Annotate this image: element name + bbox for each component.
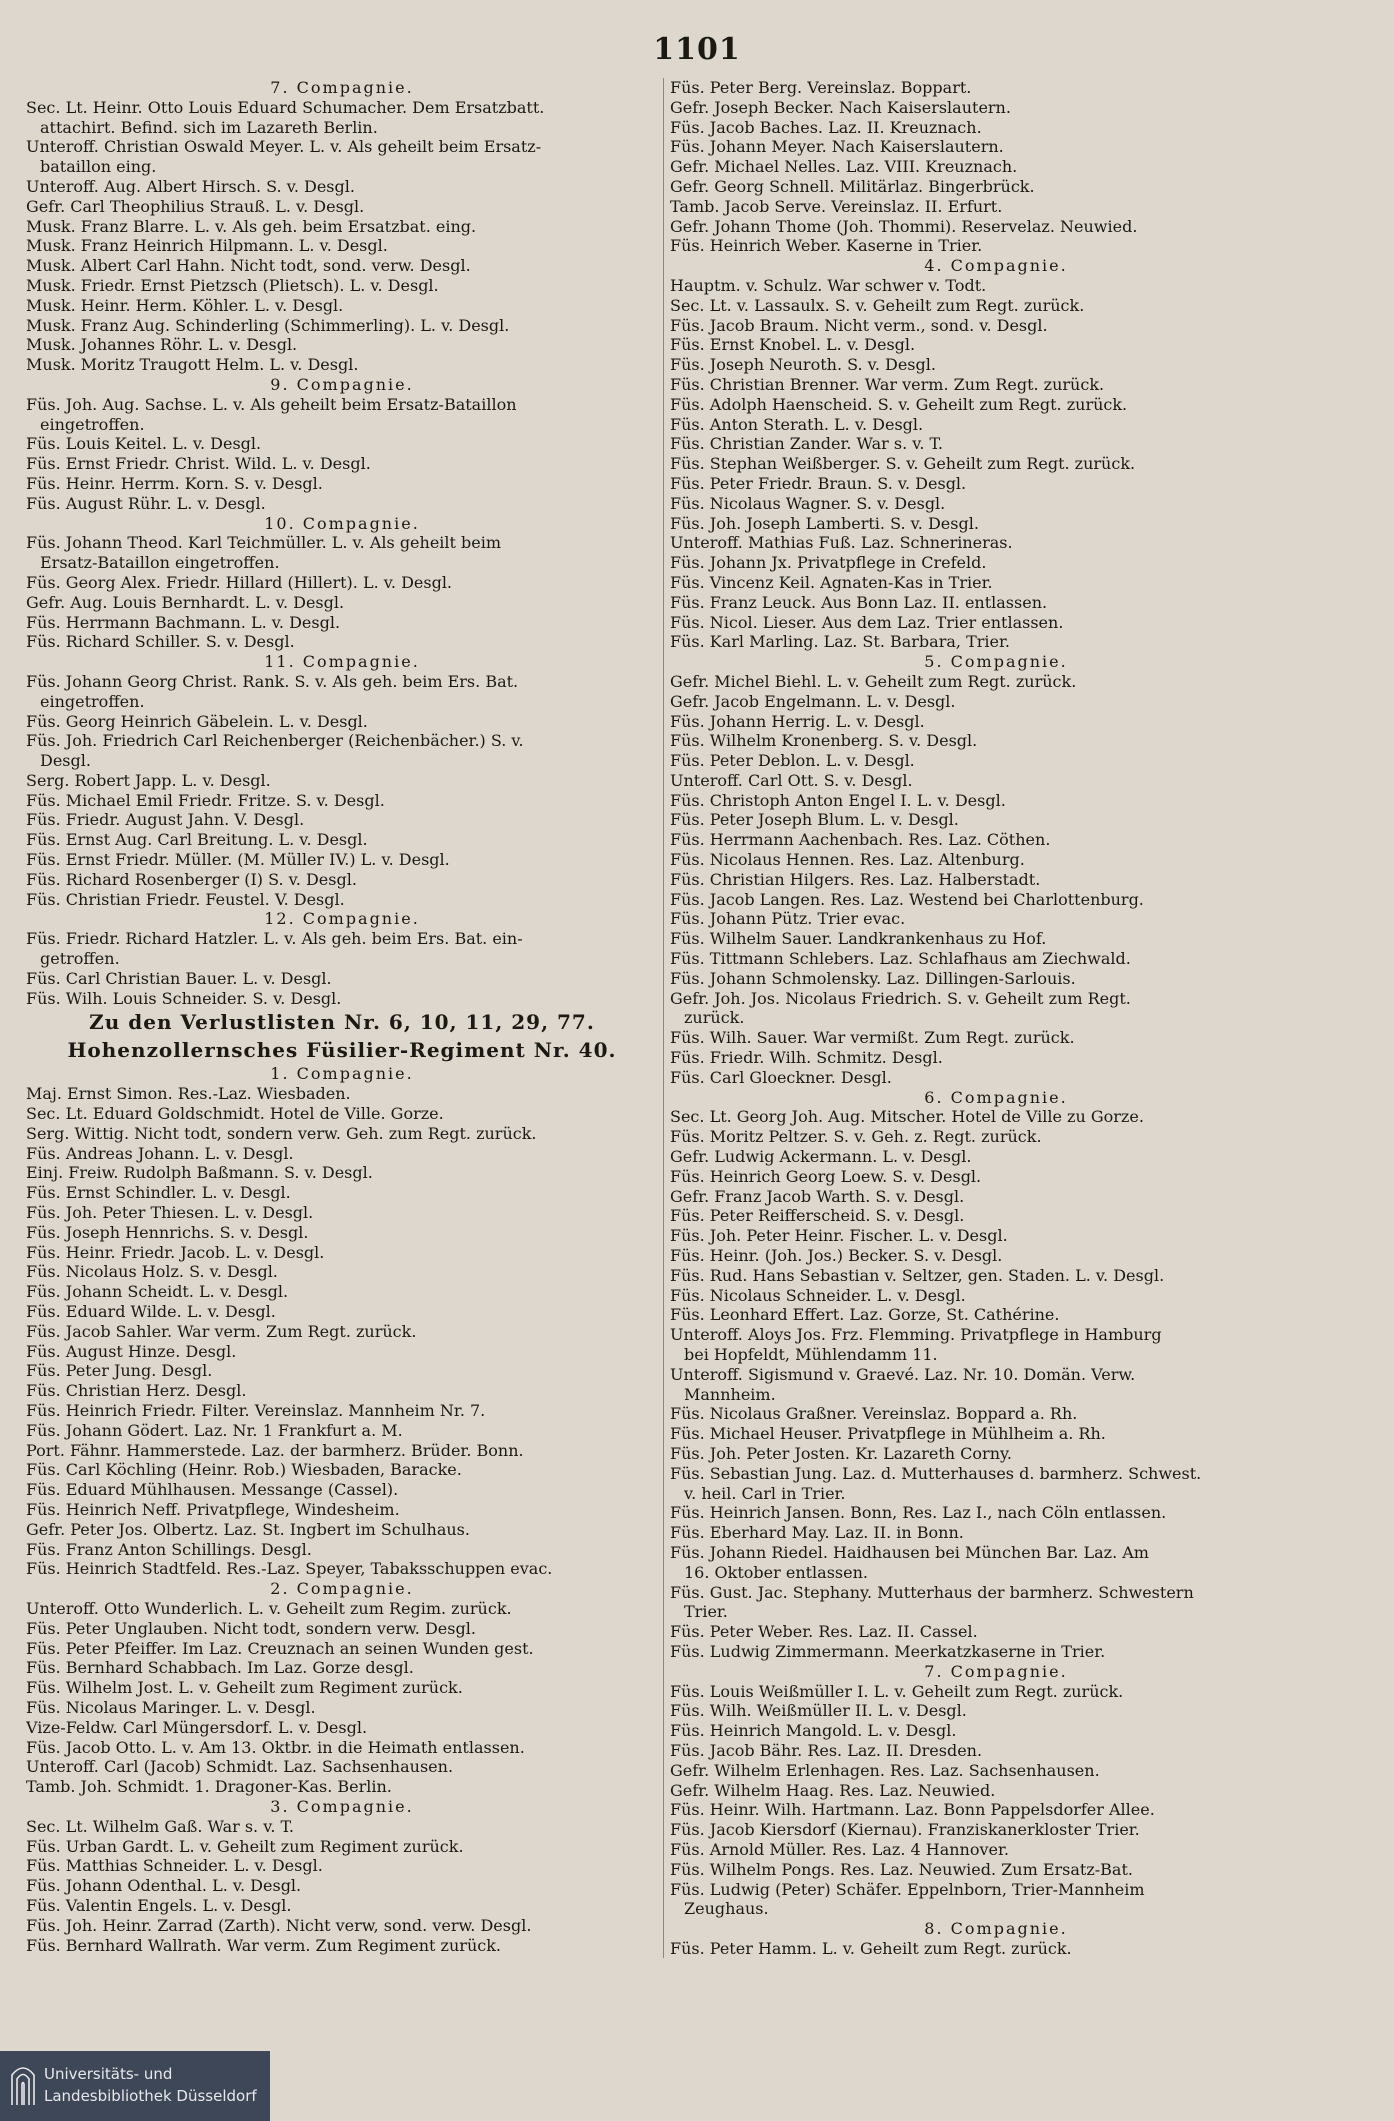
casualty-entry: Füs. Anton Sterath. L. v. Desgl. xyxy=(670,414,924,434)
casualty-entry: Füs. August Hinze. Desgl. xyxy=(26,1341,237,1361)
casualty-entry: Füs. Stephan Weißberger. S. v. Geheilt zum Regt. zurück. xyxy=(670,454,1136,474)
casualty-entry: Füs. Nicolaus Graßner. Vereinslaz. Boppard a. Rh. xyxy=(670,1404,1078,1424)
casualty-entry: Unteroff. Carl (Jacob) Schmidt. Laz. Sachsenhausen. xyxy=(26,1757,454,1777)
entry-continuation: Zeughaus. xyxy=(684,1899,769,1919)
casualty-entry: Sec. Lt. Heinr. Otto Louis Eduard Schumacher. Dem Ersatzbatt. xyxy=(26,97,545,117)
casualty-entry: Füs. Wilh. Sauer. War vermißt. Zum Regt. zurück. xyxy=(670,1028,1075,1048)
casualty-entry: Musk. Franz Heinrich Hilpmann. L. v. Desgl. xyxy=(26,236,388,256)
casualty-entry: Füs. Heinrich Mangold. L. v. Desgl. xyxy=(670,1721,957,1741)
casualty-entry: Füs. Heinr. Herrm. Korn. S. v. Desgl. xyxy=(26,473,323,493)
entry-continuation: zurück. xyxy=(684,1008,745,1028)
casualty-entry: Füs. Jacob Baches. Laz. II. Kreuznach. xyxy=(670,117,982,137)
casualty-entry: Füs. Jacob Kiersdorf (Kiernau). Franziskanerkloster Trier. xyxy=(670,1820,1140,1840)
casualty-entry: Füs. Ernst Knobel. L. v. Desgl. xyxy=(670,335,916,355)
casualty-entry: Füs. Christian Hilgers. Res. Laz. Halberstadt. xyxy=(670,869,1041,889)
casualty-entry: Füs. Jacob Braum. Nicht verm., sond. v. Desgl. xyxy=(670,315,1048,335)
entry-continuation: v. heil. Carl in Trier. xyxy=(684,1483,846,1503)
company-heading: 11. Compagnie. xyxy=(264,652,420,672)
entry-continuation: 16. Oktober entlassen. xyxy=(684,1562,868,1582)
casualty-entry: Füs. Heinr. Friedr. Jacob. L. v. Desgl. xyxy=(26,1242,325,1262)
casualty-entry: Füs. Peter Reifferscheid. S. v. Desgl. xyxy=(670,1206,965,1226)
casualty-entry: Füs. Johann Jx. Privatpflege in Crefeld. xyxy=(670,553,987,573)
casualty-entry: Füs. Peter Hamm. L. v. Geheilt zum Regt. zurück. xyxy=(670,1938,1072,1958)
casualty-entry: Hauptm. v. Schulz. War schwer v. Todt. xyxy=(670,275,987,295)
casualty-entry: Unteroff. Otto Wunderlich. L. v. Geheilt zum Regim. zurück. xyxy=(26,1598,512,1618)
entry-continuation: getroffen. xyxy=(40,949,120,969)
casualty-entry: Sec. Lt. v. Lassaulx. S. v. Geheilt zum Regt. zurück. xyxy=(670,295,1085,315)
casualty-entry: Füs. Gust. Jac. Stephany. Mutterhaus der barmherz. Schwestern xyxy=(670,1582,1194,1602)
casualty-entry: Füs. Friedr. Wilh. Schmitz. Desgl. xyxy=(670,1048,943,1068)
library-logo-icon xyxy=(8,2059,38,2111)
casualty-entry: Füs. Heinrich Weber. Kaserne in Trier. xyxy=(670,236,983,256)
casualty-entry: Musk. Heinr. Herm. Köhler. L. v. Desgl. xyxy=(26,295,344,315)
casualty-entry: Gefr. Wilhelm Erlenhagen. Res. Laz. Sachsenhausen. xyxy=(670,1760,1100,1780)
company-heading: 6. Compagnie. xyxy=(924,1087,1068,1107)
casualty-entry: Füs. Carl Christian Bauer. L. v. Desgl. xyxy=(26,968,332,988)
casualty-entry: Musk. Moritz Traugott Helm. L. v. Desgl. xyxy=(26,355,359,375)
company-heading: 10. Compagnie. xyxy=(264,513,420,533)
casualty-entry: Tamb. Jacob Serve. Vereinslaz. II. Erfurt. xyxy=(670,196,1003,216)
casualty-entry: Musk. Albert Carl Hahn. Nicht todt, sond. verw. Desgl. xyxy=(26,256,471,276)
casualty-entry: Gefr. Joseph Becker. Nach Kaiserslautern. xyxy=(670,97,1011,117)
casualty-entry: Füs. Christian Zander. War s. v. T. xyxy=(670,434,943,454)
casualty-entry: Gefr. Aug. Louis Bernhardt. L. v. Desgl. xyxy=(26,592,345,612)
entry-continuation: Desgl. xyxy=(40,751,91,771)
casualty-entry: Port. Fähnr. Hammerstede. Laz. der barmherz. Brüder. Bonn. xyxy=(26,1440,524,1460)
casualty-entry: Füs. Heinrich Georg Loew. S. v. Desgl. xyxy=(670,1166,982,1186)
entry-continuation: Ersatz-Bataillon eingetroffen. xyxy=(40,553,280,573)
casualty-entry: Gefr. Joh. Jos. Nicolaus Friedrich. S. v. Geheilt zum Regt. xyxy=(670,988,1131,1008)
casualty-entry: Gefr. Wilhelm Haag. Res. Laz. Neuwied. xyxy=(670,1780,996,1800)
casualty-entry: Füs. Herrmann Aachenbach. Res. Laz. Cöthen. xyxy=(670,830,1051,850)
casualty-entry: Vize-Feldw. Carl Müngersdorf. L. v. Desgl. xyxy=(26,1717,368,1737)
casualty-entry: Füs. Ernst Friedr. Müller. (M. Müller IV.) L. v. Desgl. xyxy=(26,850,450,870)
casualty-entry: Füs. Peter Friedr. Braun. S. v. Desgl. xyxy=(670,473,967,493)
casualty-entry: Einj. Freiw. Rudolph Baßmann. S. v. Desgl. xyxy=(26,1163,373,1183)
casualty-entry: Gefr. Carl Theophilius Strauß. L. v. Desgl. xyxy=(26,196,365,216)
casualty-entry: Füs. Adolph Haenscheid. S. v. Geheilt zum Regt. zurück. xyxy=(670,394,1128,414)
casualty-entry: Füs. Joh. Peter Thiesen. L. v. Desgl. xyxy=(26,1203,314,1223)
casualty-entry: Füs. Ludwig (Peter) Schäfer. Eppelnborn, Trier-Mannheim xyxy=(670,1879,1145,1899)
casualty-entry: Füs. Johann Riedel. Haidhausen bei München Bar. Laz. Am xyxy=(670,1542,1149,1562)
casualty-entry: Unteroff. Carl Ott. S. v. Desgl. xyxy=(670,770,913,790)
casualty-entry: Füs. Karl Marling. Laz. St. Barbara, Trier. xyxy=(670,632,1010,652)
company-heading: 7. Compagnie. xyxy=(924,1661,1068,1681)
casualty-entry: Füs. Moritz Peltzer. S. v. Geh. z. Regt. zurück. xyxy=(670,1127,1042,1147)
casualty-entry: Unteroff. Christian Oswald Meyer. L. v. Als geheilt beim Ersatz- xyxy=(26,137,542,157)
casualty-entry: Füs. Richard Rosenberger (I) S. v. Desgl. xyxy=(26,869,357,889)
casualty-entry: Füs. Nicolaus Wagner. S. v. Desgl. xyxy=(670,493,946,513)
casualty-entry: Sec. Lt. Wilhelm Gaß. War s. v. T. xyxy=(26,1816,294,1836)
casualty-entry: Füs. Johann Schmolensky. Laz. Dillingen-Sarlouis. xyxy=(670,968,1076,988)
casualty-entry: Füs. Heinrich Jansen. Bonn, Res. Laz I., nach Cöln entlassen. xyxy=(670,1503,1167,1523)
casualty-entry: Gefr. Ludwig Ackermann. L. v. Desgl. xyxy=(670,1147,972,1167)
casualty-entry: Serg. Wittig. Nicht todt, sondern verw. Geh. zum Regt. zurück. xyxy=(26,1123,537,1143)
company-heading: 1. Compagnie. xyxy=(270,1064,414,1084)
casualty-entry: Füs. Wilhelm Kronenberg. S. v. Desgl. xyxy=(670,731,978,751)
entry-continuation: Mannheim. xyxy=(684,1384,776,1404)
casualty-entry: Füs. Ernst Schindler. L. v. Desgl. xyxy=(26,1183,291,1203)
casualty-entry: Füs. Joh. Joseph Lamberti. S. v. Desgl. xyxy=(670,513,979,533)
casualty-entry: Füs. Nicol. Lieser. Aus dem Laz. Trier entlassen. xyxy=(670,612,1064,632)
casualty-entry: Serg. Robert Japp. L. v. Desgl. xyxy=(26,770,271,790)
company-heading: 8. Compagnie. xyxy=(924,1919,1068,1939)
casualty-entry: Sec. Lt. Eduard Goldschmidt. Hotel de Ville. Gorze. xyxy=(26,1104,444,1124)
casualty-entry: Gefr. Franz Jacob Warth. S. v. Desgl. xyxy=(670,1186,965,1206)
casualty-entry: Füs. Franz Leuck. Aus Bonn Laz. II. entlassen. xyxy=(670,592,1048,612)
casualty-entry: Füs. Jacob Sahler. War verm. Zum Regt. zurück. xyxy=(26,1321,417,1341)
casualty-entry: Füs. Heinrich Stadtfeld. Res.-Laz. Speyer, Tabaksschuppen evac. xyxy=(26,1559,553,1579)
casualty-entry: Füs. Joh. Friedrich Carl Reichenberger (Reichenbächer.) S. v. xyxy=(26,731,524,751)
casualty-entry: Musk. Franz Blarre. L. v. Als geh. beim Ersatzbat. eing. xyxy=(26,216,477,236)
casualty-entry: Füs. Friedr. August Jahn. V. Desgl. xyxy=(26,810,305,830)
entry-continuation: bei Hopfeldt, Mühlendamm 11. xyxy=(684,1345,938,1364)
casualty-entry: Füs. Eberhard May. Laz. II. in Bonn. xyxy=(670,1523,964,1543)
casualty-entry: Füs. Matthias Schneider. L. v. Desgl. xyxy=(26,1856,323,1876)
company-heading: 5. Compagnie. xyxy=(924,652,1068,672)
casualty-entry: Füs. Bernhard Schabbach. Im Laz. Gorze desgl. xyxy=(26,1658,414,1678)
casualty-entry: Füs. Peter Weber. Res. Laz. II. Cassel. xyxy=(670,1622,978,1642)
casualty-entry: Füs. Leonhard Effert. Laz. Gorze, St. Cathérine. xyxy=(670,1305,1060,1325)
casualty-entry: Musk. Franz Aug. Schinderling (Schimmerling). L. v. Desgl. xyxy=(26,315,510,335)
casualty-entry: Füs. Heinr. Wilh. Hartmann. Laz. Bonn Pappelsdorfer Allee. xyxy=(670,1800,1155,1820)
casualty-entry: Füs. Johann Odenthal. L. v. Desgl. xyxy=(26,1876,302,1896)
casualty-entry: Füs. Johann Georg Christ. Rank. S. v. Als geh. beim Ers. Bat. xyxy=(26,671,519,691)
casualty-entry: Füs. Peter Jung. Desgl. xyxy=(26,1361,213,1381)
company-heading: 3. Compagnie. xyxy=(270,1796,414,1816)
casualty-entry: Füs. Wilhelm Sauer. Landkrankenhaus zu Hof. xyxy=(670,929,1047,949)
casualty-entry: Füs. Joh. Peter Josten. Kr. Lazareth Corny. xyxy=(670,1443,1013,1463)
casualty-entry: Füs. Joseph Neuroth. S. v. Desgl. xyxy=(670,355,936,375)
casualty-entry: Füs. Georg Alex. Friedr. Hillard (Hillert). L. v. Desgl. xyxy=(26,572,453,592)
casualty-entry: Füs. Joh. Aug. Sachse. L. v. Als geheilt beim Ersatz-Bataillon xyxy=(26,394,517,414)
footer-line-2: Landesbibliothek Düsseldorf xyxy=(44,2087,257,2105)
casualty-entry: Füs. Nicolaus Hennen. Res. Laz. Altenburg. xyxy=(670,850,1025,870)
casualty-entry: Füs. Rud. Hans Sebastian v. Seltzer, gen. Staden. L. v. Desgl. xyxy=(670,1265,1165,1285)
company-heading: 2. Compagnie. xyxy=(270,1579,414,1599)
casualty-entry: Füs. Carl Gloeckner. Desgl. xyxy=(670,1067,892,1087)
casualty-entry: Füs. Heinr. (Joh. Jos.) Becker. S. v. Desgl. xyxy=(670,1246,1003,1266)
casualty-entry: Füs. Christian Friedr. Feustel. V. Desgl. xyxy=(26,889,345,909)
casualty-entry: Füs. Wilh. Louis Schneider. S. v. Desgl. xyxy=(26,988,342,1008)
left-column xyxy=(26,78,658,1955)
casualty-entry: Füs. Wilhelm Pongs. Res. Laz. Neuwied. Zum Ersatz-Bat. xyxy=(670,1859,1133,1879)
casualty-entry: Füs. Nicolaus Schneider. L. v. Desgl. xyxy=(670,1285,966,1305)
casualty-entry: Füs. Johann Pütz. Trier evac. xyxy=(670,909,906,929)
page-number: 1101 xyxy=(653,32,741,67)
footer-line-1: Universitäts- und xyxy=(44,2065,173,2083)
casualty-entry: Füs. Heinrich Neff. Privatpflege, Windesheim. xyxy=(26,1499,400,1519)
section-heading: Hohenzollernsches Füsilier-Regiment Nr. 40. xyxy=(67,1038,617,1063)
casualty-entry: Füs. Joseph Hennrichs. S. v. Desgl. xyxy=(26,1222,309,1242)
casualty-entry: Füs. Ernst Friedr. Christ. Wild. L. v. Desgl. xyxy=(26,454,371,474)
casualty-entry: Füs. Urban Gardt. L. v. Geheilt zum Regiment zurück. xyxy=(26,1836,464,1856)
casualty-entry: Füs. Christian Brenner. War verm. Zum Regt. zurück. xyxy=(670,374,1105,394)
company-heading: 12. Compagnie. xyxy=(264,909,420,929)
casualty-entry: Füs. Valentin Engels. L. v. Desgl. xyxy=(26,1895,292,1915)
casualty-entry: Füs. Vincenz Keil. Agnaten-Kas in Trier. xyxy=(670,572,993,592)
casualty-entry: Füs. August Rühr. L. v. Desgl. xyxy=(26,493,266,513)
casualty-entry: Gefr. Georg Schnell. Militärlaz. Bingerbrück. xyxy=(670,176,1035,196)
section-heading: Zu den Verlustlisten Nr. 6, 10, 11, 29, 77. xyxy=(89,1010,595,1035)
casualty-entry: Füs. Nicolaus Holz. S. v. Desgl. xyxy=(26,1262,278,1282)
casualty-entry: Musk. Friedr. Ernst Pietzsch (Plietsch). L. v. Desgl. xyxy=(26,275,439,295)
library-footer xyxy=(0,2051,270,2121)
casualty-entry: Füs. Franz Anton Schillings. Desgl. xyxy=(26,1539,312,1559)
right-column xyxy=(670,78,1322,1959)
casualty-entry: Füs. Michael Emil Friedr. Fritze. S. v. Desgl. xyxy=(26,790,385,810)
casualty-entry: Gefr. Michael Nelles. Laz. VIII. Kreuznach. xyxy=(670,157,1018,177)
casualty-entry: Unteroff. Sigismund v. Graevé. Laz. Nr. 10. Domän. Verw. xyxy=(670,1364,1136,1384)
casualty-entry: Füs. Christian Herz. Desgl. xyxy=(26,1381,247,1401)
casualty-entry: Füs. Wilhelm Jost. L. v. Geheilt zum Regiment zurück. xyxy=(26,1678,463,1698)
casualty-entry: Füs. Richard Schiller. S. v. Desgl. xyxy=(26,632,295,652)
casualty-entry: Füs. Wilh. Weißmüller II. L. v. Desgl. xyxy=(670,1701,967,1721)
casualty-entry: Füs. Herrmann Bachmann. L. v. Desgl. xyxy=(26,612,341,632)
casualty-entry: Füs. Johann Meyer. Nach Kaiserslautern. xyxy=(670,137,1004,157)
casualty-entry: Füs. Jacob Bähr. Res. Laz. II. Dresden. xyxy=(670,1740,983,1760)
casualty-entry: Füs. Christoph Anton Engel I. L. v. Desgl. xyxy=(670,790,1006,810)
casualty-entry: Maj. Ernst Simon. Res.-Laz. Wiesbaden. xyxy=(26,1084,351,1104)
entry-continuation: eingetroffen. xyxy=(40,414,145,434)
casualty-entry: Füs. Johann Theod. Karl Teichmüller. L. v. Als geheilt beim xyxy=(26,533,502,553)
entry-continuation: bataillon eing. xyxy=(40,157,157,177)
casualty-entry: Füs. Ernst Aug. Carl Breitung. L. v. Desgl. xyxy=(26,830,368,850)
entry-continuation: eingetroffen. xyxy=(40,691,145,711)
casualty-entry: Füs. Georg Heinrich Gäbelein. L. v. Desgl. xyxy=(26,711,368,731)
casualty-entry: Füs. Peter Joseph Blum. L. v. Desgl. xyxy=(670,810,959,830)
casualty-entry: Füs. Joh. Peter Heinr. Fischer. L. v. Desgl. xyxy=(670,1226,1008,1246)
casualty-entry: Sec. Lt. Georg Joh. Aug. Mitscher. Hotel de Ville zu Gorze. xyxy=(670,1107,1144,1127)
casualty-entry: Füs. Friedr. Richard Hatzler. L. v. Als geh. beim Ers. Bat. ein- xyxy=(26,929,523,949)
casualty-entry: Füs. Andreas Johann. L. v. Desgl. xyxy=(26,1143,294,1163)
casualty-entry: Gefr. Michel Biehl. L. v. Geheilt zum Regt. zurück. xyxy=(670,671,1077,691)
company-heading: 7. Compagnie. xyxy=(270,78,414,97)
casualty-entry: Füs. Joh. Heinr. Zarrad (Zarth). Nicht verw, sond. verw. Desgl. xyxy=(26,1915,532,1935)
entry-continuation: Trier. xyxy=(684,1602,728,1622)
casualty-entry: Unteroff. Aug. Albert Hirsch. S. v. Desgl. xyxy=(26,176,355,196)
casualty-entry: Füs. Jacob Langen. Res. Laz. Westend bei Charlottenburg. xyxy=(670,889,1144,909)
casualty-entry: Füs. Ludwig Zimmermann. Meerkatzkaserne in Trier. xyxy=(670,1641,1106,1661)
entry-continuation: attachirt. Befind. sich im Lazareth Berlin. xyxy=(40,117,378,137)
casualty-entry: Tamb. Joh. Schmidt. 1. Dragoner-Kas. Berlin. xyxy=(26,1777,392,1797)
casualty-entry: Unteroff. Aloys Jos. Frz. Flemming. Privatpflege in Hamburg xyxy=(670,1325,1162,1345)
casualty-entry: Füs. Eduard Mühlhausen. Messange (Cassel). xyxy=(26,1480,399,1500)
casualty-entry: Gefr. Johann Thome (Joh. Thommi). Reservelaz. Neuwied. xyxy=(670,216,1138,236)
casualty-entry: Füs. Johann Gödert. Laz. Nr. 1 Frankfurt a. M. xyxy=(26,1420,403,1440)
casualty-entry: Füs. Johann Herrig. L. v. Desgl. xyxy=(670,711,925,731)
casualty-entry: Füs. Peter Berg. Vereinslaz. Boppart. xyxy=(670,78,972,97)
casualty-entry: Füs. Nicolaus Maringer. L. v. Desgl. xyxy=(26,1697,316,1717)
company-heading: 4. Compagnie. xyxy=(924,256,1068,276)
casualty-entry: Füs. Sebastian Jung. Laz. d. Mutterhauses d. barmherz. Schwest. xyxy=(670,1463,1202,1483)
column-divider xyxy=(663,78,664,1958)
casualty-entry: Unteroff. Mathias Fuß. Laz. Schnerineras. xyxy=(670,533,1013,553)
casualty-entry: Musk. Johannes Röhr. L. v. Desgl. xyxy=(26,335,298,355)
casualty-entry: Füs. Jacob Otto. L. v. Am 13. Oktbr. in die Heimath entlassen. xyxy=(26,1737,525,1757)
casualty-entry: Füs. Tittmann Schlebers. Laz. Schlafhaus am Ziechwald. xyxy=(670,949,1131,969)
casualty-entry: Füs. Arnold Müller. Res. Laz. 4 Hannover. xyxy=(670,1839,1009,1859)
casualty-entry: Füs. Johann Scheidt. L. v. Desgl. xyxy=(26,1282,289,1302)
casualty-entry: Füs. Michael Heuser. Privatpflege in Mühlheim a. Rh. xyxy=(670,1424,1106,1444)
casualty-entry: Füs. Bernhard Wallrath. War verm. Zum Regiment zurück. xyxy=(26,1935,501,1955)
casualty-entry: Füs. Peter Pfeiffer. Im Laz. Creuznach an seinen Wunden gest. xyxy=(26,1638,534,1658)
casualty-entry: Füs. Heinrich Friedr. Filter. Vereinslaz. Mannheim Nr. 7. xyxy=(26,1401,486,1420)
casualty-entry: Füs. Louis Weißmüller I. L. v. Geheilt zum Regt. zurück. xyxy=(670,1681,1124,1701)
casualty-entry: Füs. Carl Köchling (Heinr. Rob.) Wiesbaden, Baracke. xyxy=(26,1460,462,1480)
casualty-entry: Füs. Peter Deblon. L. v. Desgl. xyxy=(670,751,915,771)
casualty-entry: Füs. Eduard Wilde. L. v. Desgl. xyxy=(26,1302,276,1322)
casualty-entry: Gefr. Peter Jos. Olbertz. Laz. St. Ingbert im Schulhaus. xyxy=(26,1519,470,1539)
company-heading: 9. Compagnie. xyxy=(270,374,414,394)
casualty-entry: Gefr. Jacob Engelmann. L. v. Desgl. xyxy=(670,691,956,711)
casualty-entry: Füs. Louis Keitel. L. v. Desgl. xyxy=(26,434,262,454)
casualty-entry: Füs. Peter Unglauben. Nicht todt, sondern verw. Desgl. xyxy=(26,1618,476,1638)
